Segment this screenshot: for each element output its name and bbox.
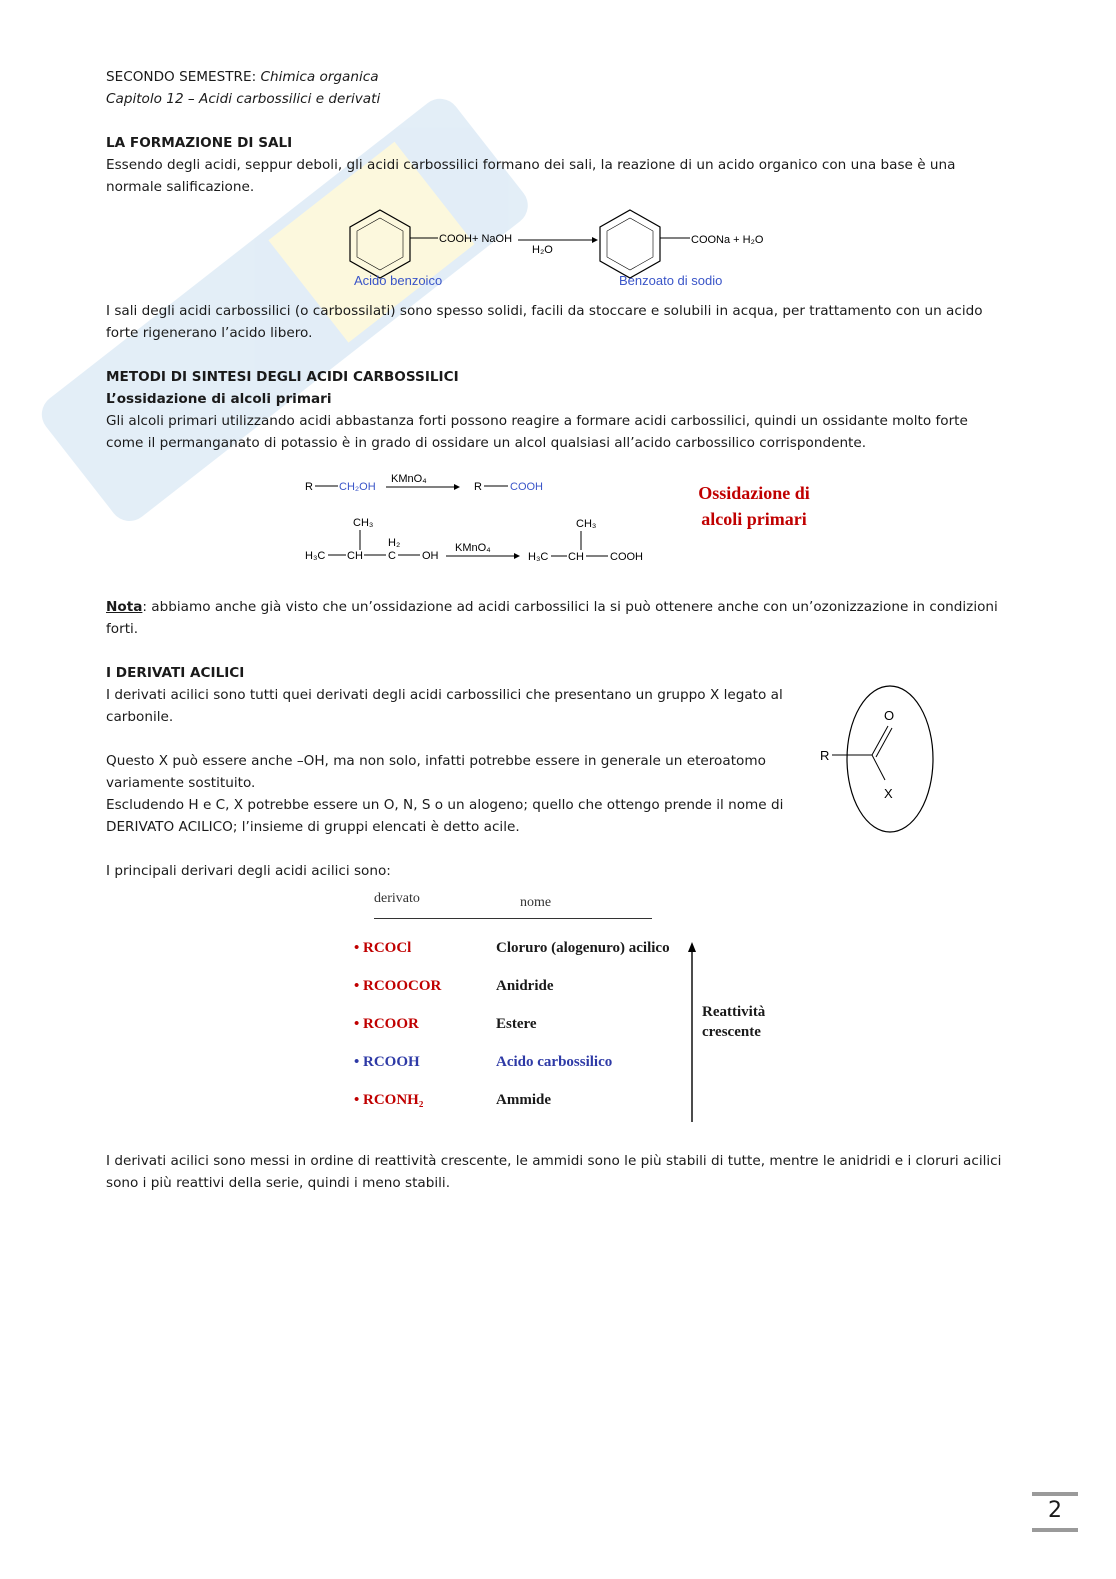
paragraph-ossidazione: Gli alcoli primari utilizzando acidi abbastanza forti possono reagire a formare acidi carbossilici, quindi un ossidante molto forte come il permanganato di potassio è in grado di ossidare un alcol qualsiasi all’acido carbossilico corrispondente. <box>106 413 968 451</box>
c-label: C <box>388 550 396 562</box>
sodium-benzoate-label: Benzoato di sodio <box>619 273 723 288</box>
h3c-a: H₃C <box>305 550 326 562</box>
benzene-ring-right <box>600 210 660 278</box>
row-formula: • RCOCl <box>354 940 412 956</box>
paragraph-sali-2: I sali degli acidi carbossilici (o carbossilati) sono spesso solidi, facili da stoccare e solubili in acqua, per trattamento con un acido forte rigenerano l’acido libero. <box>106 303 983 341</box>
ch-b: CH <box>568 551 584 563</box>
row-formula: • RCONH₂ <box>354 1092 424 1108</box>
section-title-derivati: I DERIVATI ACILICI <box>106 665 245 681</box>
kmno4-label-1: KMnO₄ <box>391 473 427 485</box>
benzene-ring-left <box>350 210 410 278</box>
header-course: Chimica organica <box>260 69 379 85</box>
derivatives-table <box>350 886 810 1126</box>
paragraph-derivati-2b: Escludendo H e C, X potrebbe essere un O, N, S o un alogeno; quello che ottengo prende il nome di DERIVATO ACILICO; l’insieme di gruppi elencati è detto acile. <box>106 797 784 835</box>
kmno4-label-2: KMnO₄ <box>455 542 491 554</box>
section-title-sintesi: METODI DI SINTESI DEGLI ACIDI CARBOSSILICI <box>106 369 459 385</box>
nota-text: : abbiamo anche già visto che un’ossidazione ad acidi carbossilici la si può ottenere anche con un’ozonizzazione in condizioni forti. <box>106 599 998 637</box>
row-formula: • RCOOH <box>354 1054 420 1070</box>
paragraph-derivati-1: I derivati acilici sono tutti quei derivati degli acidi carbossilici che presentano un gruppo X legato al carbonile. <box>106 687 783 725</box>
oxidation-caption-2: alcoli primari <box>701 509 807 529</box>
oxidation-diagram <box>300 466 840 570</box>
section-title-sali: LA FORMAZIONE DI SALI <box>106 135 293 151</box>
paragraph-derivati-2a: Questo X può essere anche –OH, ma non solo, infatti potrebbe essere in generale un eteroatomo variamente sostituito. <box>106 753 766 791</box>
row-name: Estere <box>496 1016 537 1032</box>
header-semester: SECONDO SEMESTRE: <box>106 69 261 85</box>
ch2oh-label: CH₂OH <box>339 481 376 493</box>
row-name: Anidride <box>496 978 554 994</box>
col-header-derivato: derivato <box>374 891 420 906</box>
row-formula: • RCOOR <box>354 1016 419 1032</box>
ch3-b: CH₃ <box>576 518 597 530</box>
ch3-a: CH₃ <box>353 517 374 529</box>
oxidation-caption-1: Ossidazione di <box>698 483 810 503</box>
reactivity-arrow <box>686 942 698 1124</box>
page-number: 2 <box>1048 1498 1062 1523</box>
page-number-block <box>1032 1496 1078 1526</box>
salification-diagram <box>340 204 780 296</box>
product-label: COONa + H₂O <box>691 234 764 246</box>
reactivity-label-2: crescente <box>702 1024 761 1040</box>
cooh-label-1: COOH <box>510 481 543 493</box>
oh-label: OH <box>422 550 439 562</box>
col-header-nome: nome <box>520 895 552 910</box>
reactivity-label-1: Reattività <box>702 1004 766 1020</box>
row-name: Cloruro (alogenuro) acilico <box>496 940 670 956</box>
cooh-label-2: COOH <box>610 551 643 563</box>
benzoic-acid-label: Acido benzoico <box>354 273 443 288</box>
nota-label: Nota <box>106 599 143 615</box>
benzene-ring-left-inner <box>357 218 403 270</box>
benzene-ring-right-inner <box>607 218 653 270</box>
h2-label: H₂ <box>388 537 401 549</box>
page-number-rule-bottom <box>1032 1528 1078 1532</box>
subtitle-ossidazione: L’ossidazione di alcoli primari <box>106 391 332 407</box>
row-name: Ammide <box>496 1092 551 1108</box>
h3c-b: H₃C <box>528 551 549 563</box>
catalyst-label: H₂O <box>532 244 553 256</box>
row-formula: • RCOOCOR <box>354 978 442 994</box>
nota-paragraph <box>106 596 1006 640</box>
r-group-left: R <box>305 481 313 493</box>
header-rule <box>374 918 652 919</box>
reagent-label: COOH+ NaOH <box>439 233 513 245</box>
paragraph-sali-1: Essendo degli acidi, seppur deboli, gli acidi carbossilici formano dei sali, la reazione di un acido organico con una base è una normale salificazione. <box>106 157 956 195</box>
ch-a: CH <box>347 550 363 562</box>
page-number-rule-top <box>1032 1492 1078 1496</box>
acyl-r-label: R <box>820 748 830 763</box>
acyl-x-label: X <box>884 786 893 801</box>
paragraph-derivati-4: I derivati acilici sono messi in ordine di reattività crescente, le ammidi sono le più stabili di tutte, mentre le anidridi e i cloruri acilici sono i più reattivi della serie, quindi i meno stabili. <box>106 1153 1002 1191</box>
acyl-group-diagram <box>812 680 942 836</box>
paragraph-derivati-3: I principali derivari degli acidi acilici sono: <box>106 863 391 879</box>
r-group-right: R <box>474 481 482 493</box>
acyl-o-label: O <box>884 708 895 723</box>
header-chapter: Capitolo 12 – Acidi carbossilici e derivati <box>106 91 381 107</box>
header-line-1 <box>106 66 1006 88</box>
row-name: Acido carbossilico <box>496 1054 613 1070</box>
